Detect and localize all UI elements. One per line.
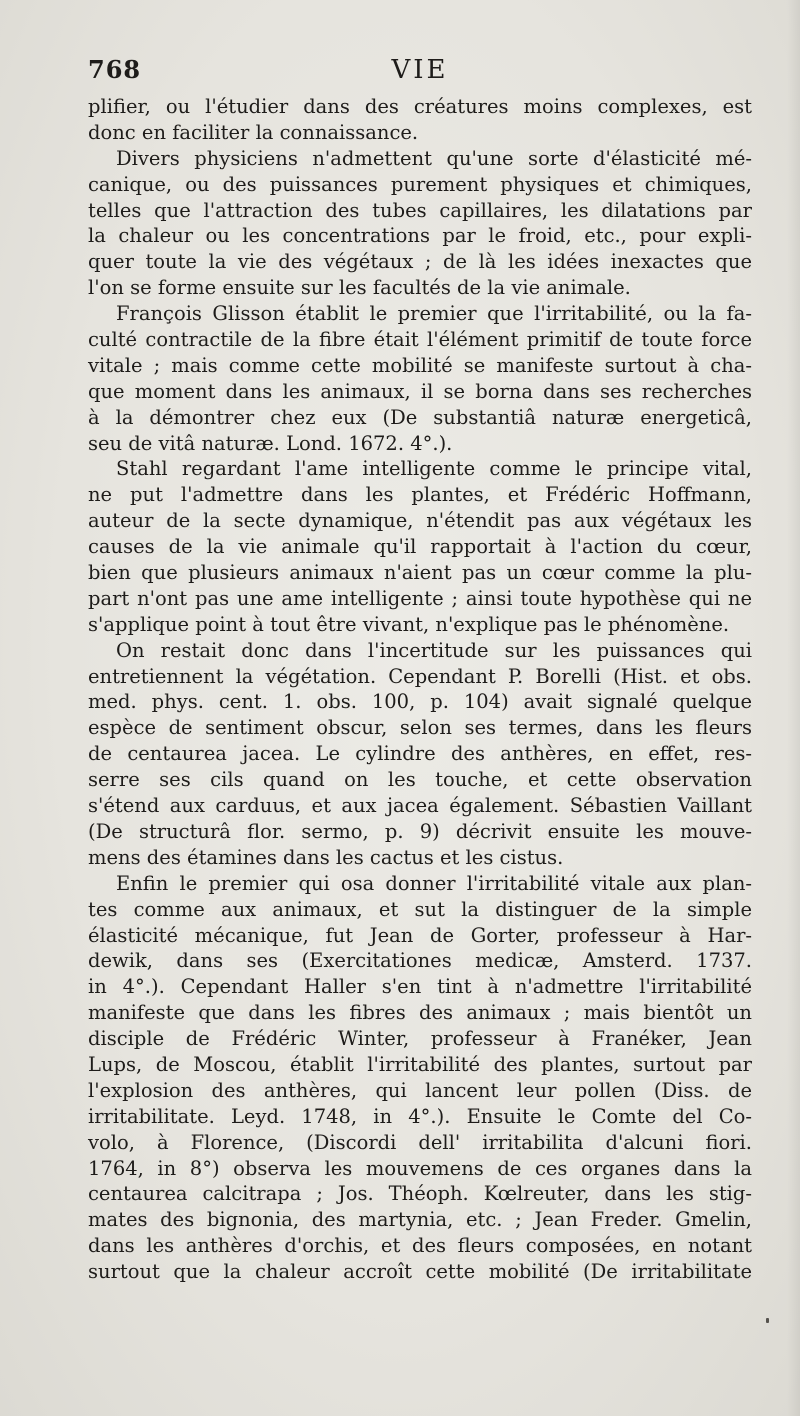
page-fold-shadow: [787, 0, 800, 1416]
text-line: part n'ont pas une ame intelligente ; ainsi toute hypothèse qui ne: [88, 586, 752, 610]
text-line: causes de la vie animale qu'il rapportait à l'action du cœur,: [88, 535, 752, 559]
body-text: [88, 94, 752, 1285]
text-line: l'on se forme ensuite sur les facultés de la vie animale.: [88, 276, 631, 300]
running-head: VIE: [391, 55, 449, 85]
text-line: bien que plusieurs animaux n'aient pas un cœur comme la plu-: [88, 561, 752, 585]
text-line: s'étend aux carduus, et aux jacea également. Sébastien Vaillant: [88, 794, 752, 818]
text-line: surtout que la chaleur accroît cette mobilité (De irritabilitate: [88, 1260, 752, 1284]
text-line: ne put l'admettre dans les plantes, et Frédéric Hoffmann,: [88, 483, 752, 507]
text-line: 1764, in 8°) observa les mouvemens de ces organes dans la: [88, 1156, 752, 1180]
text-line: On restait donc dans l'incertitude sur les puissances qui: [116, 638, 752, 662]
text-line: telles que l'attraction des tubes capillaires, les dilatations par: [88, 198, 752, 222]
text-line: vitale ; mais comme cette mobilité se manifeste surtout à cha-: [88, 353, 752, 377]
text-line: Lups, de Moscou, établit l'irritabilité des plantes, surtout par: [88, 1052, 752, 1076]
text-line: (De structurâ flor. sermo, p. 9) décrivit ensuite les mouve-: [88, 819, 752, 843]
text-line: volo, à Florence, (Discordi dell' irritabilita d'alcuni fiori.: [88, 1130, 752, 1154]
text-line: François Glisson établit le premier que l'irritabilité, ou la fa-: [116, 302, 752, 326]
text-line: élasticité mécanique, fut Jean de Gorter, professeur à Har-: [88, 923, 752, 947]
text-line: entretiennent la végétation. Cependant P. Borelli (Hist. et obs.: [88, 664, 752, 688]
text-line: Stahl regardant l'ame intelligente comme le principe vital,: [116, 457, 752, 481]
text-line: auteur de la secte dynamique, n'étendit pas aux végétaux les: [88, 509, 752, 533]
text-line: disciple de Frédéric Winter, professeur à Franéker, Jean: [88, 1027, 752, 1051]
text-line: mates des bignonia, des martynia, etc. ; Jean Freder. Gmelin,: [88, 1208, 752, 1232]
text-line: centaurea calcitrapa ; Jos. Théoph. Kœlreuter, dans les stig-: [88, 1182, 752, 1206]
text-line: à la démontrer chez eux (De substantiâ naturæ energeticâ,: [88, 405, 752, 429]
text-line: dewik, dans ses (Exercitationes medicæ, Amsterd. 1737.: [88, 949, 752, 973]
text-line: in 4°.). Cependant Haller s'en tint à n'admettre l'irritabilité: [88, 975, 752, 999]
text-line: manifeste que dans les fibres des animaux ; mais bientôt un: [88, 1001, 752, 1025]
text-line: Divers physiciens n'admettent qu'une sorte d'élasticité mé-: [116, 146, 752, 170]
text-line: de centaurea jacea. Le cylindre des anthères, en effet, res-: [88, 742, 752, 766]
ink-mark: [766, 1318, 769, 1323]
text-line: irritabilitate. Leyd. 1748, in 4°.). Ensuite le Comte del Co-: [88, 1104, 752, 1128]
text-line: l'explosion des anthères, qui lancent leur pollen (Diss. de: [88, 1078, 752, 1102]
text-line: culté contractile de la fibre était l'élément primitif de toute force: [88, 328, 752, 352]
text-line: med. phys. cent. 1. obs. 100, p. 104) avait signalé quelque: [88, 690, 752, 714]
text-line: s'applique point à tout être vivant, n'explique pas le phénomène.: [88, 612, 730, 636]
text-line: quer toute la vie des végétaux ; de là les idées inexactes que: [88, 250, 752, 274]
text-line: serre ses cils quand on les touche, et cette observation: [88, 768, 752, 792]
page-header: [88, 55, 752, 91]
text-line: dans les anthères d'orchis, et des fleurs composées, en notant: [88, 1234, 752, 1258]
text-line: donc en faciliter la connaissance.: [88, 120, 419, 144]
text-line: tes comme aux animaux, et sut la distinguer de la simple: [88, 897, 752, 921]
text-line: plifier, ou l'étudier dans des créatures moins complexes, est: [88, 95, 752, 118]
text-line: que moment dans les animaux, il se borna dans ses recherches: [88, 379, 752, 403]
text-line: la chaleur ou les concentrations par le froid, etc., pour expli-: [88, 224, 752, 248]
text-line: seu de vitâ naturæ. Lond. 1672. 4°.).: [88, 431, 453, 455]
text-line: mens des étamines dans les cactus et les cistus.: [88, 845, 564, 869]
text-line: espèce de sentiment obscur, selon ses termes, dans les fleurs: [88, 716, 752, 740]
text-line: canique, ou des puissances purement physiques et chimiques,: [88, 172, 752, 196]
page-number: 768: [88, 55, 142, 84]
text-line: Enfin le premier qui osa donner l'irritabilité vitale aux plan-: [116, 871, 752, 895]
